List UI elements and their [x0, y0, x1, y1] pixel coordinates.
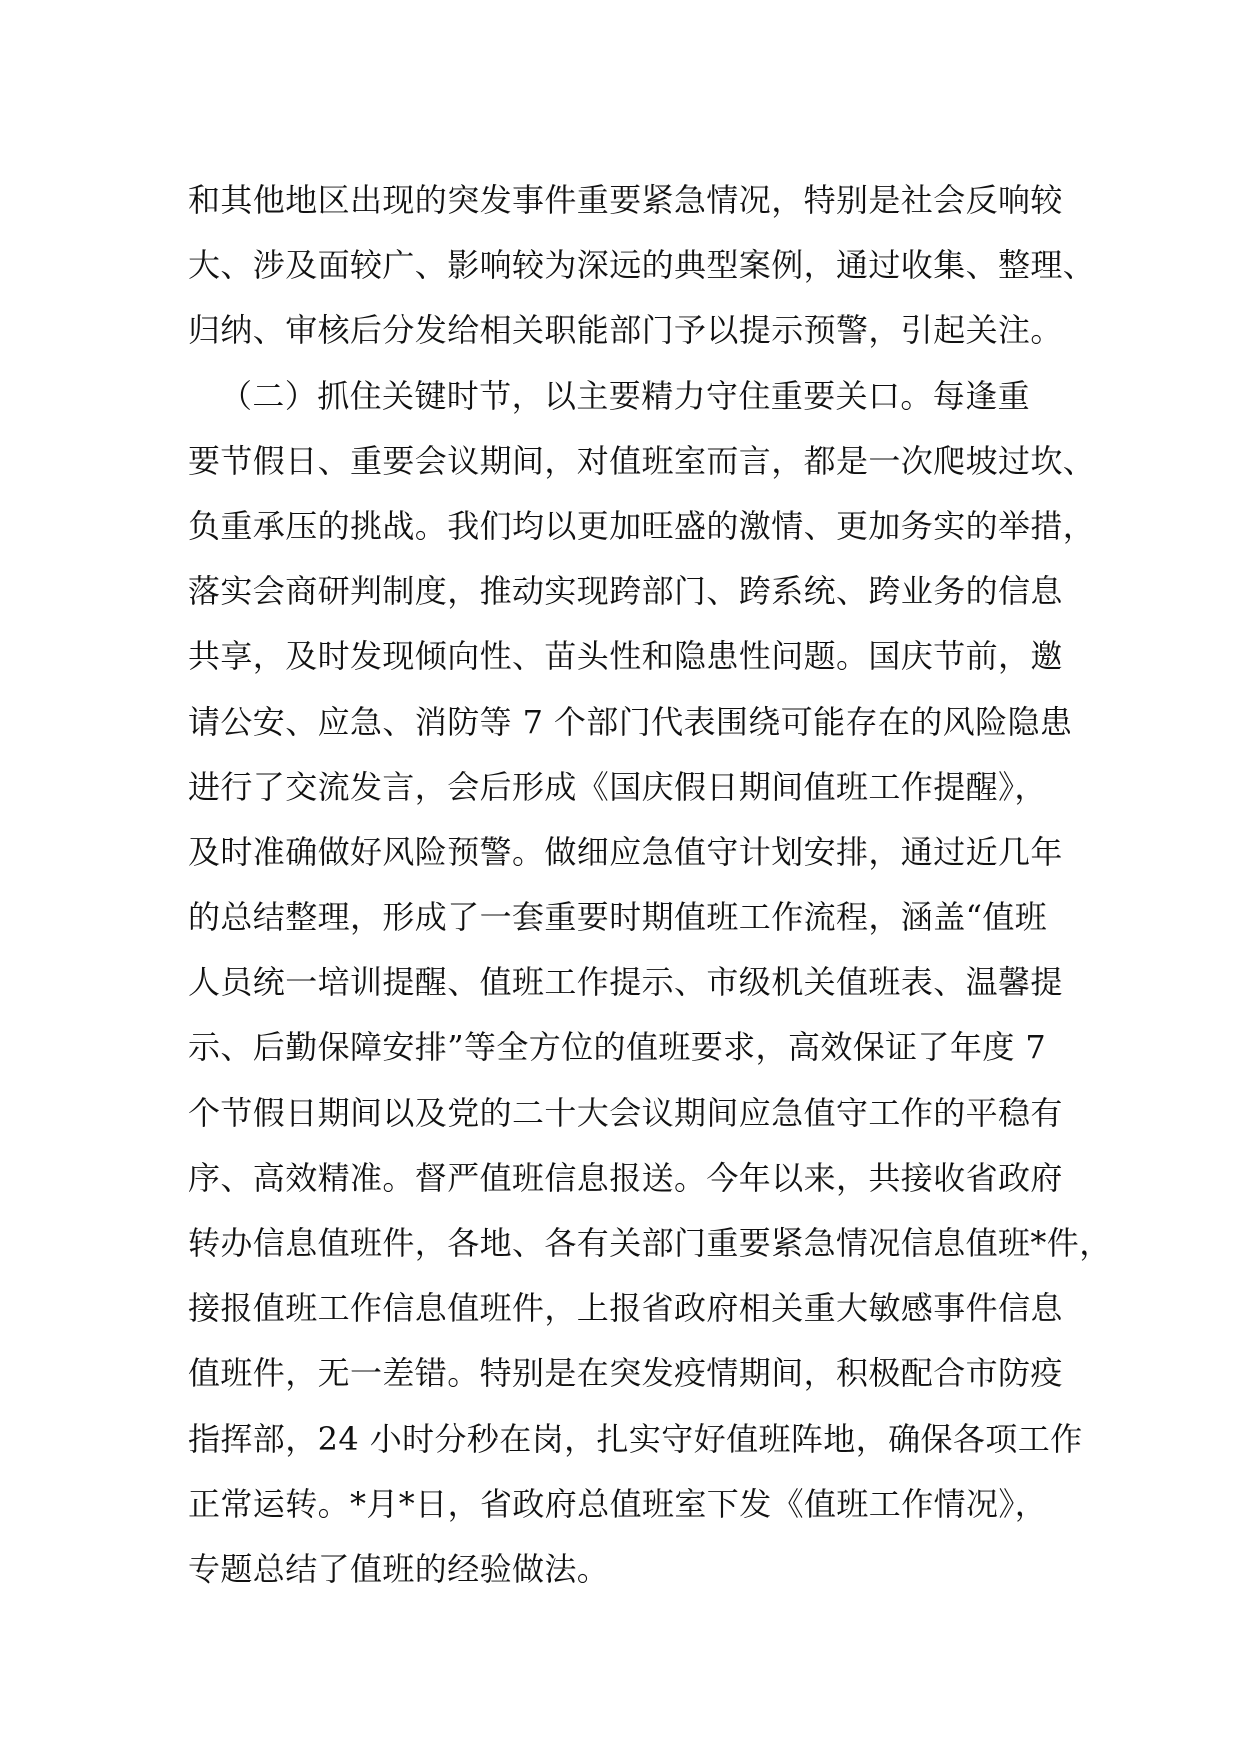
text-line: 示、后勤保障安排”等全方位的值班要求，高效保证了年度 7	[188, 1028, 1047, 1067]
text-line: 转办信息值班件，各地、各有关部门重要紧急情况信息值班*件，	[188, 1224, 1112, 1262]
text-line: 请公安、应急、消防等 7 个部门代表围绕可能存在的风险隐患	[188, 702, 1073, 741]
text-line: 要节假日、重要会议期间，对值班室而言，都是一次爬坡过坎、	[188, 441, 1096, 480]
text-line: 进行了交流发言，会后形成《国庆假日期间值班工作提醒》，	[188, 767, 1047, 806]
text-line: 正常运转。*月*日，省政府总值班室下发《值班工作情况》，	[188, 1484, 1048, 1523]
text-line: 人员统一培训提醒、值班工作提示、市级机关值班表、温馨提	[188, 963, 1063, 1002]
text-line: 的总结整理，形成了一套重要时期值班工作流程，涵盖“值班	[188, 898, 1048, 937]
body-text	[188, 168, 1112, 1602]
text-line: 落实会商研判制度，推动实现跨部门、跨系统、跨业务的信息	[188, 572, 1063, 611]
section-heading-line: （二）抓住关键时节，以主要精力守住重要关口。每逢重	[220, 376, 1031, 415]
text-line: 归纳、审核后分发给相关职能部门予以提示预警，引起关注。	[188, 311, 1063, 350]
text-line: 值班件，无一差错。特别是在突发疫情期间，积极配合市防疫	[188, 1354, 1063, 1393]
text-line: 及时准确做好风险预警。做细应急值守计划安排，通过近几年	[188, 832, 1063, 871]
text-line: 序、高效精准。督严值班信息报送。今年以来，共接收省政府	[188, 1158, 1063, 1197]
text-line: 个节假日期间以及党的二十大会议期间应急值守工作的平稳有	[188, 1093, 1063, 1132]
text-line: 共享，及时发现倾向性、苗头性和隐患性问题。国庆节前，邀	[188, 637, 1063, 676]
text-line: 大、涉及面较广、影响较为深远的典型案例，通过收集、整理、	[188, 246, 1096, 285]
text-line: 指挥部，24 小时分秒在岗，扎实守好值班阵地，确保各项工作	[188, 1419, 1083, 1458]
text-line: 接报值班工作信息值班件，上报省政府相关重大敏感事件信息	[188, 1289, 1063, 1328]
text-line: 专题总结了值班的经验做法。	[188, 1549, 610, 1588]
text-line: 负重承压的挑战。我们均以更加旺盛的激情、更加务实的举措，	[188, 506, 1096, 545]
text-line: 和其他地区出现的突发事件重要紧急情况，特别是社会反响较	[188, 181, 1063, 219]
